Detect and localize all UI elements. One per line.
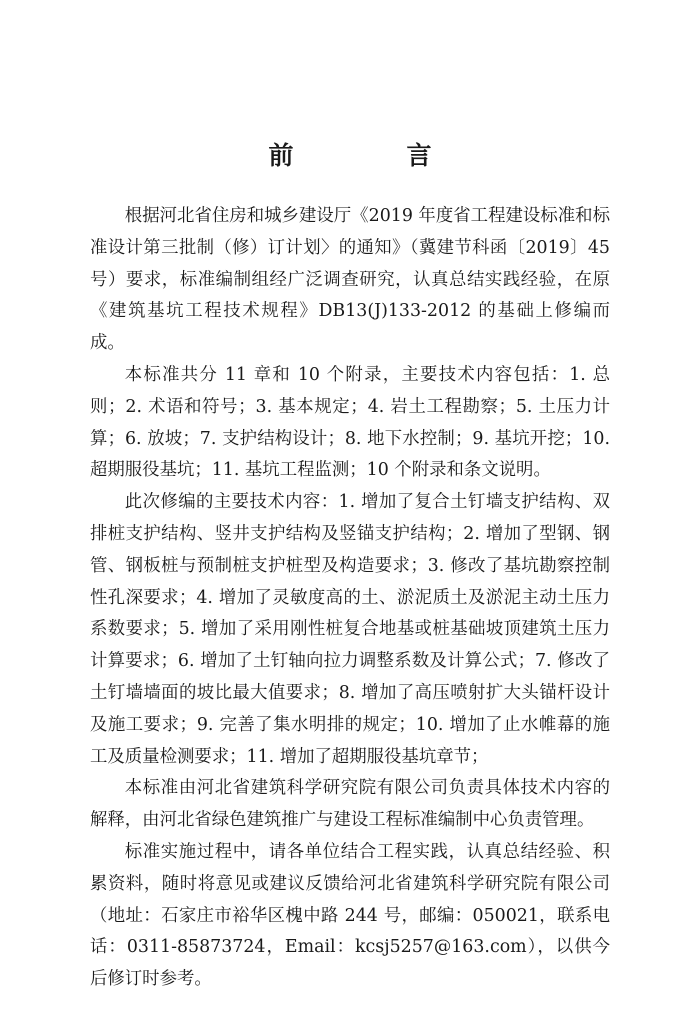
paragraph-contents-overview: 本标准共分 11 章和 10 个附录，主要技术内容包括：1. 总则；2. 术语和符号；3. 基本规定；4. 岩土工程勘察；5. 土压力计算；6. 放坡；7. 支护结构设计；8. 地下水控制；9. 基坑开挖；10. 超期服役基坑；11. 基坑工程监测；10 个附录和条文说明。 [90,364,610,481]
paragraph-background: 根据河北省住房和城乡建设厅《2019 年度省工程建设标准和标准设计第三批制（修）订计划〉的通知》（冀建节科函〔2019〕45 号）要求，标准编制组经广泛调查研究，认真总结实践经验，在原《建筑基坑工程技术规程》DB13(J)133-2012 的基础上修编而成。 [90,206,611,354]
paragraph-revision-items: 此次修编的主要技术内容：1. 增加了复合土钉墙支护结构、双排桩支护结构、竖井支护结构及竖锚支护结构；2. 增加了型钢、钢管、钢板桩与预制桩支护桩型及构造要求；3. 修改了基坑勘察控制性孔深要求；4. 增加了灵敏度高的土、淤泥质土及淤泥主动土压力系数要求；5. 增加了采用刚性桩复合地基或桩基础坡顶建筑土压力计算要求；6. 增加了土钉轴向拉力调整系数及计算公式；7. 修改了土钉墙墙面的坡比最大值要求；8. 增加了高压喷射扩大头锚杆设计及施工要求；9. 完善了集水明排的规定；10. 增加了止水帷幕的施工及质量检测要求；11. 增加了超期服役基坑章节； [90,492,610,767]
preface-body [90,201,610,996]
page-title: 前 言 [268,141,476,170]
paragraph-responsibility: 本标准由河北省建筑科学研究院有限公司负责具体技术内容的解释，由河北省绿色建筑推广与建设工程标准编制中心负责管理。 [90,778,610,831]
paragraph-feedback-contact: 标准实施过程中，请各单位结合工程实践，认真总结经验、积累资料，随时将意见或建议反馈给河北省建筑科学研究院有限公司（地址：石家庄市裕华区槐中路 244 号，邮编：050021，联系电话：0311-85873724，Email：kcsj5257@163.com），以供今后修订时参考。 [90,841,610,990]
